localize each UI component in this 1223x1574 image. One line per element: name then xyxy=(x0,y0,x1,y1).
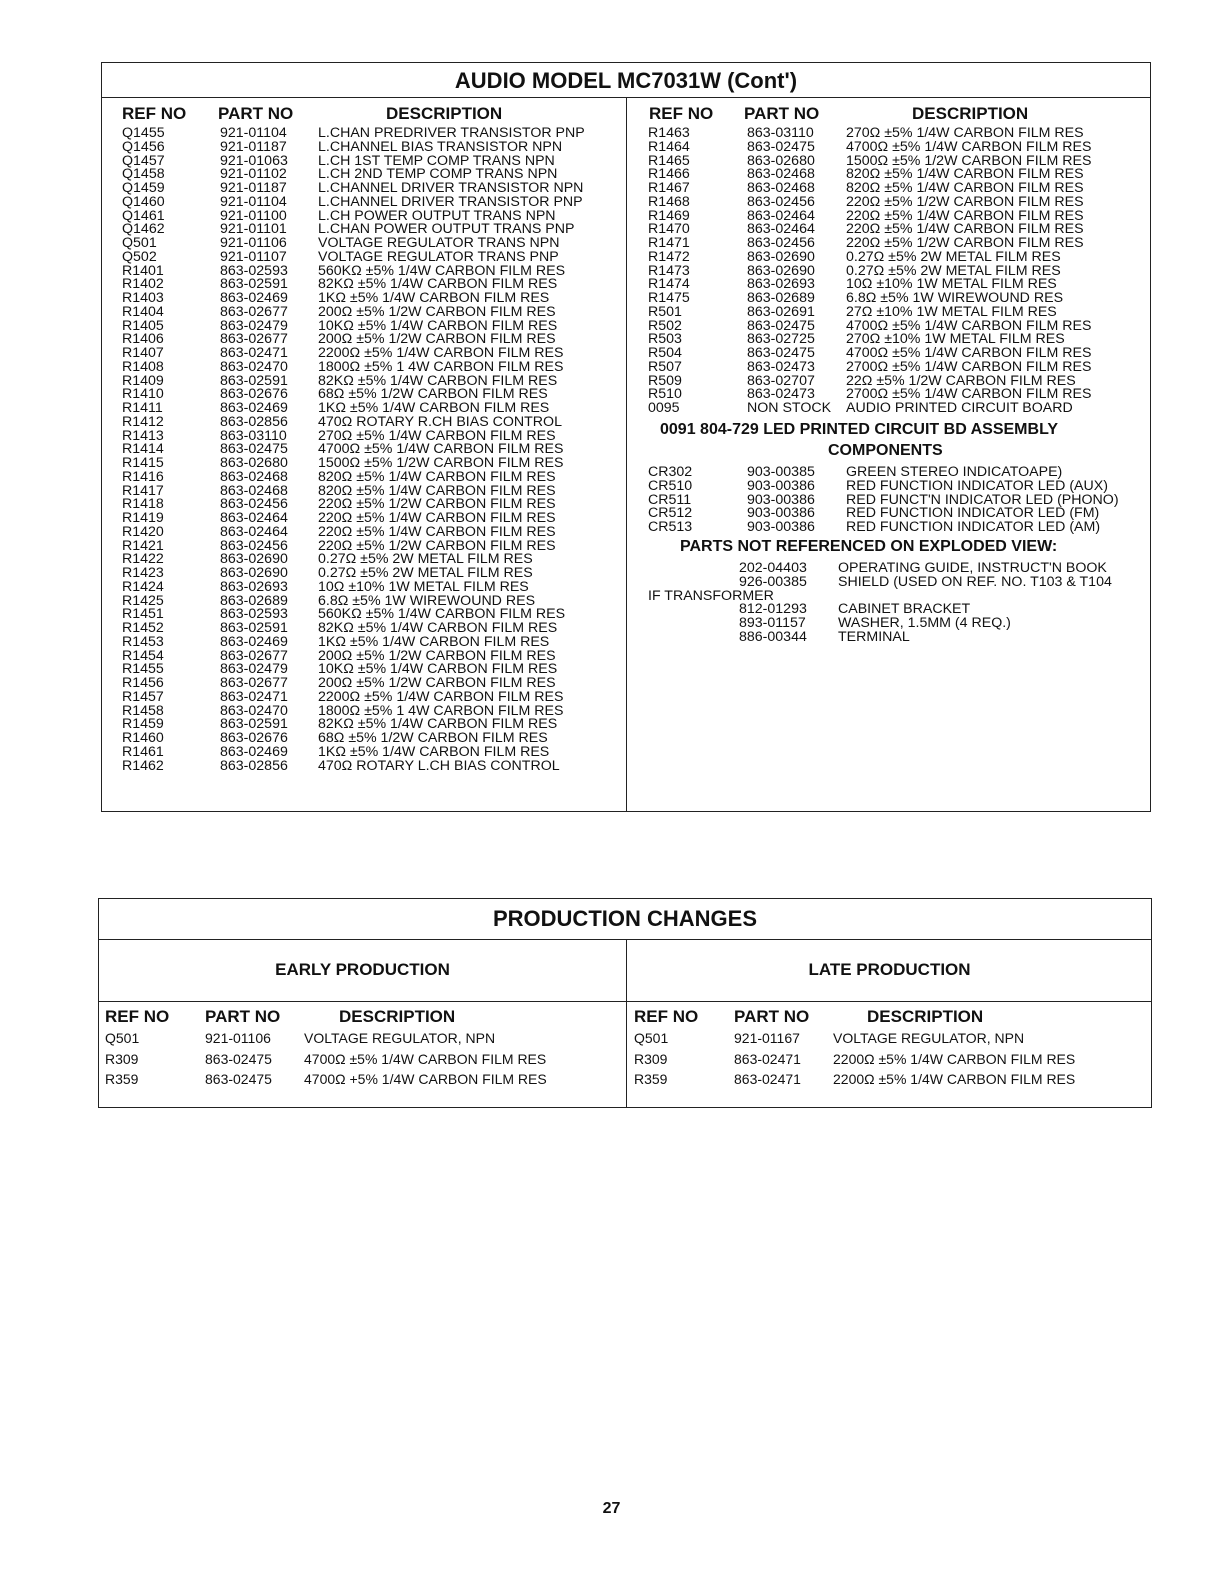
ref-no-cell: R309 xyxy=(634,1050,668,1067)
part-no-cell: 863-02591 xyxy=(220,620,288,636)
part-no-cell: 863-02479 xyxy=(220,317,288,334)
early-ref-header: REF NO xyxy=(105,1007,170,1026)
description-cell: L.CHANNEL DRIVER TRANSISTOR PNP xyxy=(318,193,583,210)
part-no-cell: 863-02691 xyxy=(747,303,815,320)
part-no-cell: 863-02690 xyxy=(747,248,815,265)
production-changes-title: PRODUCTION CHANGES xyxy=(99,899,1151,940)
description-cell: 10Ω ±10% 1W METAL FILM RES xyxy=(318,578,529,595)
description-cell: 0.27Ω ±5% 2W METAL FILM RES xyxy=(846,262,1061,279)
ref-no-cell: CR512 xyxy=(648,505,693,522)
ref-no-cell: R1422 xyxy=(122,551,164,568)
part-no-cell: 863-02693 xyxy=(747,276,815,293)
ref-no-cell: R1404 xyxy=(122,303,164,320)
description-cell: 0.27Ω ±5% 2W METAL FILM RES xyxy=(318,551,533,568)
early-part-header: PART NO xyxy=(205,1007,281,1026)
description-cell: L.CH POWER OUTPUT TRANS NPN xyxy=(318,207,556,224)
ref-no-cell: R1474 xyxy=(648,276,690,293)
part-no-cell: 863-02464 xyxy=(747,207,815,224)
part-no-cell: 921-01100 xyxy=(220,207,287,224)
description-cell: 220Ω ±5% 1/4W CARBON FILM RES xyxy=(846,221,1084,238)
parts-list-table xyxy=(101,62,1151,812)
ref-no-cell: R1454 xyxy=(122,647,164,664)
ref-no-cell: IF TRANSFORMER xyxy=(648,587,774,604)
ref-no-cell: R1466 xyxy=(648,166,690,183)
right-parts-rows xyxy=(648,127,1148,416)
ref-no-cell: R1455 xyxy=(122,661,164,678)
led-components-heading: COMPONENTS xyxy=(828,442,943,459)
part-no-cell: 863-02677 xyxy=(220,331,288,348)
description-cell: 2200Ω ±5% 1/4W CARBON FILM RES xyxy=(833,1071,1076,1087)
ref-no-cell: R1425 xyxy=(122,592,164,609)
ref-no-cell: R503 xyxy=(648,331,682,348)
ref-no-cell: R510 xyxy=(648,386,682,403)
description-cell: L.CHAN PREDRIVER TRANSISTOR PNP xyxy=(318,125,585,141)
not-referenced-rows xyxy=(648,562,1148,645)
description-cell: 220Ω ±5% 1/2W CARBON FILM RES xyxy=(318,537,556,554)
ref-no-cell: R501 xyxy=(648,303,682,320)
part-no-cell: 202-04403 xyxy=(739,560,807,576)
description-cell: SHIELD (USED ON REF. NO. T103 & T104 xyxy=(838,573,1112,590)
ref-no-cell: R1402 xyxy=(122,276,164,293)
left-parts-rows xyxy=(122,127,622,773)
late-production-heading: LATE PRODUCTION xyxy=(808,960,971,979)
part-no-cell: 863-02856 xyxy=(220,757,288,774)
ref-no-cell: R1419 xyxy=(122,510,164,526)
part-no-cell: 863-02593 xyxy=(220,262,288,279)
ref-no-cell: R1403 xyxy=(122,290,164,306)
part-no-cell: 863-02475 xyxy=(220,441,288,458)
part-no-cell: 863-02676 xyxy=(220,386,288,403)
part-no-cell: 863-02471 xyxy=(734,1071,801,1087)
ref-no-cell: Q502 xyxy=(122,248,157,265)
right-ref-header: REF NO xyxy=(649,104,714,123)
led-parts-rows xyxy=(648,466,1148,535)
late-part-header: PART NO xyxy=(734,1007,810,1026)
part-no-cell: 863-02689 xyxy=(747,290,815,306)
part-no-cell: 863-02689 xyxy=(220,592,288,609)
description-cell: 82KΩ ±5% 1/4W CARBON FILM RES xyxy=(318,716,558,733)
ref-no-cell: R1420 xyxy=(122,523,164,540)
part-no-cell: 863-02471 xyxy=(220,345,288,361)
ref-no-cell: R1457 xyxy=(122,688,164,705)
ref-no-cell: R1464 xyxy=(648,138,690,155)
ref-no-cell: R1461 xyxy=(122,743,164,760)
description-cell: 10KΩ ±5% 1/4W CARBON FILM RES xyxy=(318,661,558,678)
description-cell: 82KΩ ±5% 1/4W CARBON FILM RES xyxy=(318,620,558,636)
description-cell: 22Ω ±5% 1/2W CARBON FILM RES xyxy=(846,372,1076,389)
part-no-cell: 863-02469 xyxy=(220,743,288,760)
description-cell: 1KΩ ±5% 1/4W CARBON FILM RES xyxy=(318,743,550,760)
description-cell: OPERATING GUIDE, INSTRUCT'N BOOK xyxy=(838,560,1107,576)
description-cell: 560KΩ ±5% 1/4W CARBON FILM RES xyxy=(318,606,566,623)
description-cell: 1KΩ ±5% 1/4W CARBON FILM RES xyxy=(318,290,550,306)
description-cell: 1KΩ ±5% 1/4W CARBON FILM RES xyxy=(318,633,550,650)
description-cell: 2200Ω ±5% 1/4W CARBON FILM RES xyxy=(318,345,564,361)
description-cell: 200Ω ±5% 1/2W CARBON FILM RES xyxy=(318,675,556,691)
description-cell: 200Ω ±5% 1/2W CARBON FILM RES xyxy=(318,303,556,320)
part-no-cell: 863-02693 xyxy=(220,578,288,595)
description-cell: RED FUNCT'N INDICATOR LED (PHONO) xyxy=(846,491,1119,508)
description-cell: 68Ω ±5% 1/2W CARBON FILM RES xyxy=(318,386,548,403)
part-no-cell: 926-00385 xyxy=(739,573,807,590)
part-no-cell: 863-02475 xyxy=(747,345,815,361)
part-no-cell: 921-01104 xyxy=(220,193,287,210)
description-cell: TERMINAL xyxy=(838,628,910,645)
description-cell: 6.8Ω ±5% 1W WIREWOUND RES xyxy=(846,290,1064,306)
description-cell: L.CHAN POWER OUTPUT TRANS PNP xyxy=(318,221,575,238)
ref-no-cell: Q1456 xyxy=(122,138,165,155)
description-cell: VOLTAGE REGULATOR TRANS NPN xyxy=(318,235,560,251)
ref-no-cell: R1465 xyxy=(648,152,690,169)
part-no-cell: NON STOCK xyxy=(747,400,832,416)
description-cell: L.CH 2ND TEMP COMP TRANS NPN xyxy=(318,166,558,183)
description-cell: 220Ω ±5% 1/2W CARBON FILM RES xyxy=(846,235,1084,251)
description-cell: 1500Ω ±5% 1/2W CARBON FILM RES xyxy=(846,152,1092,169)
description-cell: 4700Ω ±5% 1/4W CARBON FILM RES xyxy=(304,1050,547,1067)
ref-no-cell: R1458 xyxy=(122,702,164,719)
ref-no-cell: CR302 xyxy=(648,464,693,480)
part-no-cell: 863-02468 xyxy=(220,468,288,485)
description-cell: 220Ω ±5% 1/2W CARBON FILM RES xyxy=(318,496,556,513)
ref-no-cell: Q1455 xyxy=(122,125,165,141)
ref-no-cell: R1475 xyxy=(648,290,690,306)
ref-no-cell: R1410 xyxy=(122,386,164,403)
part-no-cell: 863-02707 xyxy=(747,372,815,389)
table-row xyxy=(648,402,1148,416)
description-cell: 1KΩ ±5% 1/4W CARBON FILM RES xyxy=(318,400,550,416)
part-no-cell: 863-02471 xyxy=(220,688,288,705)
ref-no-cell: Q1457 xyxy=(122,152,165,169)
description-cell: VOLTAGE REGULATOR TRANS PNP xyxy=(318,248,559,265)
description-cell: 4700Ω ±5% 1/4W CARBON FILM RES xyxy=(846,345,1092,361)
part-no-cell: 921-01102 xyxy=(220,166,287,183)
part-no-cell: 863-02456 xyxy=(747,235,815,251)
part-no-cell: 893-01157 xyxy=(739,615,806,631)
ref-no-cell: Q1462 xyxy=(122,221,165,238)
ref-no-cell: 0095 xyxy=(648,400,680,416)
table-row xyxy=(648,521,1148,535)
ref-no-cell: R1423 xyxy=(122,565,164,581)
part-no-cell: 921-01063 xyxy=(220,152,288,169)
table-row xyxy=(122,757,622,774)
ref-no-cell: Q1458 xyxy=(122,166,165,183)
description-cell: 220Ω ±5% 1/4W CARBON FILM RES xyxy=(846,207,1084,224)
led-assembly-heading: 0091 804-729 LED PRINTED CIRCUIT BD ASSEMBLY xyxy=(660,421,1059,438)
page-number: 27 xyxy=(602,1500,621,1517)
part-no-cell: 903-00386 xyxy=(747,477,815,494)
description-cell: RED FUNCTION INDICATOR LED (AM) xyxy=(846,519,1101,535)
part-no-cell: 863-03110 xyxy=(747,125,814,141)
description-cell: 1800Ω ±5% 1 4W CARBON FILM RES xyxy=(318,358,564,375)
ref-no-cell: R1469 xyxy=(648,207,690,224)
description-cell: 1800Ω ±5% 1 4W CARBON FILM RES xyxy=(318,702,564,719)
ref-no-cell: R509 xyxy=(648,372,682,389)
ref-no-cell: R359 xyxy=(105,1071,139,1087)
part-no-cell: 863-02464 xyxy=(747,221,815,238)
ref-no-cell: R1453 xyxy=(122,633,164,650)
description-cell: 270Ω ±5% 1/4W CARBON FILM RES xyxy=(846,125,1084,141)
description-cell: L.CHANNEL DRIVER TRANSISTOR NPN xyxy=(318,180,584,196)
part-no-cell: 863-02475 xyxy=(747,317,815,334)
ref-no-cell: R1407 xyxy=(122,345,164,361)
description-cell: RED FUNCTION INDICATOR LED (AUX) xyxy=(846,477,1108,494)
left-desc-header: DESCRIPTION xyxy=(386,104,503,123)
description-cell: 220Ω ±5% 1/2W CARBON FILM RES xyxy=(846,193,1084,210)
part-no-cell: 921-01106 xyxy=(205,1030,271,1046)
ref-no-cell: R1467 xyxy=(648,180,690,196)
ref-no-cell: R1462 xyxy=(122,757,164,774)
description-cell: 270Ω ±10% 1W METAL FILM RES xyxy=(846,331,1065,348)
description-cell: VOLTAGE REGULATOR, NPN xyxy=(833,1030,1025,1046)
early-desc-header: DESCRIPTION xyxy=(339,1007,456,1026)
ref-no-cell: R1451 xyxy=(122,606,164,623)
late-desc-header: DESCRIPTION xyxy=(867,1007,984,1026)
description-cell: 560KΩ ±5% 1/4W CARBON FILM RES xyxy=(318,262,566,279)
description-cell: 10Ω ±10% 1W METAL FILM RES xyxy=(846,276,1057,293)
part-no-cell: 863-02456 xyxy=(747,193,815,210)
ref-no-cell: R1411 xyxy=(122,400,163,416)
part-no-cell: 863-02464 xyxy=(220,510,288,526)
ref-no-cell: Q1461 xyxy=(122,207,165,224)
ref-no-cell: R1424 xyxy=(122,578,164,595)
ref-no-cell: R1468 xyxy=(648,193,690,210)
description-cell: 82KΩ ±5% 1/4W CARBON FILM RES xyxy=(318,276,558,293)
part-no-cell: 863-02680 xyxy=(220,455,288,471)
description-cell: 820Ω ±5% 1/4W CARBON FILM RES xyxy=(846,180,1084,196)
ref-no-cell: R504 xyxy=(648,345,682,361)
description-cell: 200Ω ±5% 1/2W CARBON FILM RES xyxy=(318,647,556,664)
description-cell: 820Ω ±5% 1/4W CARBON FILM RES xyxy=(318,468,556,485)
part-no-cell: 863-02680 xyxy=(747,152,815,169)
part-no-cell: 863-02593 xyxy=(220,606,288,623)
part-no-cell: 863-02469 xyxy=(220,290,288,306)
left-part-header: PART NO xyxy=(218,104,294,123)
part-no-cell: 863-02475 xyxy=(205,1050,272,1067)
part-no-cell: 863-03110 xyxy=(220,427,287,444)
description-cell: 2200Ω ±5% 1/4W CARBON FILM RES xyxy=(318,688,564,705)
description-cell: 200Ω ±5% 1/2W CARBON FILM RES xyxy=(318,331,556,348)
part-no-cell: 863-02471 xyxy=(734,1050,801,1067)
description-cell: VOLTAGE REGULATOR, NPN xyxy=(304,1030,496,1046)
part-no-cell: 863-02676 xyxy=(220,730,288,746)
description-cell: 0.27Ω ±5% 2W METAL FILM RES xyxy=(318,565,533,581)
ref-no-cell: R1418 xyxy=(122,496,164,513)
part-no-cell: 921-01187 xyxy=(220,138,287,155)
part-no-cell: 863-02469 xyxy=(220,400,288,416)
part-no-cell: 863-02725 xyxy=(747,331,815,348)
part-no-cell: 863-02591 xyxy=(220,716,288,733)
part-no-cell: 863-02690 xyxy=(747,262,815,279)
ref-no-cell: R1470 xyxy=(648,221,690,238)
part-no-cell: 863-02677 xyxy=(220,303,288,320)
part-no-cell: 863-02690 xyxy=(220,551,288,568)
part-no-cell: 921-01101 xyxy=(220,221,287,238)
table-row xyxy=(648,628,1148,645)
ref-no-cell: Q501 xyxy=(105,1030,140,1046)
ref-no-cell: R1417 xyxy=(122,482,164,499)
part-no-cell: 863-02677 xyxy=(220,647,288,664)
ref-no-cell: R502 xyxy=(648,317,682,334)
description-cell: 2700Ω ±5% 1/4W CARBON FILM RES xyxy=(846,358,1092,375)
part-no-cell: 863-02479 xyxy=(220,661,288,678)
description-cell: 4700Ω ±5% 1/4W CARBON FILM RES xyxy=(846,317,1092,334)
description-cell: AUDIO PRINTED CIRCUIT BOARD xyxy=(846,400,1073,416)
description-cell: 82KΩ ±5% 1/4W CARBON FILM RES xyxy=(318,372,558,389)
ref-no-cell: R1413 xyxy=(122,427,164,444)
ref-no-cell: R1421 xyxy=(122,537,164,554)
ref-no-cell: CR511 xyxy=(648,491,692,508)
part-no-cell: 863-02475 xyxy=(205,1071,272,1087)
ref-no-cell: R1473 xyxy=(648,262,690,279)
part-no-cell: 921-01104 xyxy=(220,125,287,141)
ref-no-cell: R1459 xyxy=(122,716,164,733)
description-cell: 220Ω ±5% 1/4W CARBON FILM RES xyxy=(318,523,556,540)
ref-no-cell: Q1460 xyxy=(122,193,165,210)
part-no-cell: 863-02468 xyxy=(747,166,815,183)
part-no-cell: 903-00386 xyxy=(747,519,815,535)
ref-no-cell: R1408 xyxy=(122,358,164,375)
description-cell: 27Ω ±10% 1W METAL FILM RES xyxy=(846,303,1057,320)
part-no-cell: 863-02470 xyxy=(220,358,288,375)
ref-no-cell: R1460 xyxy=(122,730,164,746)
description-cell: RED FUNCTION INDICATOR LED (FM) xyxy=(846,505,1100,522)
part-no-cell: 863-02677 xyxy=(220,675,288,691)
ref-no-cell: R1406 xyxy=(122,331,164,348)
ref-no-cell: CR513 xyxy=(648,519,693,535)
description-cell: L.CHANNEL BIAS TRANSISTOR NPN xyxy=(318,138,563,155)
ref-no-cell: R1401 xyxy=(122,262,164,279)
description-cell: 470Ω ROTARY R.CH BIAS CONTROL xyxy=(318,413,562,430)
description-cell: 4700Ω ±5% 1/4W CARBON FILM RES xyxy=(318,441,564,458)
description-cell: 2700Ω ±5% 1/4W CARBON FILM RES xyxy=(846,386,1092,403)
ref-no-cell: Q501 xyxy=(634,1030,669,1046)
part-no-cell: 812-01293 xyxy=(739,601,807,618)
right-desc-header: DESCRIPTION xyxy=(912,104,1029,123)
part-no-cell: 921-01107 xyxy=(220,248,287,265)
description-cell: GREEN STEREO INDICATOAPE) xyxy=(846,464,1063,480)
column-divider xyxy=(626,97,627,811)
left-ref-header: REF NO xyxy=(122,104,187,123)
ref-no-cell: R1405 xyxy=(122,317,164,334)
description-cell: 820Ω ±5% 1/4W CARBON FILM RES xyxy=(846,166,1084,183)
ref-no-cell: Q1459 xyxy=(122,180,165,196)
part-no-cell: 863-02473 xyxy=(747,386,815,403)
part-no-cell: 921-01106 xyxy=(220,235,287,251)
description-cell: 4700Ω ±5% 1/4W CARBON FILM RES xyxy=(846,138,1092,155)
right-part-header: PART NO xyxy=(744,104,820,123)
description-cell: CABINET BRACKET xyxy=(838,601,971,618)
part-no-cell: 903-00386 xyxy=(747,491,815,508)
part-no-cell: 903-00386 xyxy=(747,505,815,522)
description-cell: 2200Ω ±5% 1/4W CARBON FILM RES xyxy=(833,1050,1076,1067)
part-no-cell: 863-02470 xyxy=(220,702,288,719)
description-cell: WASHER, 1.5MM (4 REQ.) xyxy=(838,615,1011,631)
late-ref-header: REF NO xyxy=(634,1007,699,1026)
description-cell: 6.8Ω ±5% 1W WIREWOUND RES xyxy=(318,592,536,609)
ref-no-cell: R1463 xyxy=(648,125,690,141)
part-no-cell: 863-02456 xyxy=(220,496,288,513)
part-no-cell: 863-02469 xyxy=(220,633,288,650)
ref-no-cell: CR510 xyxy=(648,477,693,494)
ref-no-cell: R359 xyxy=(634,1071,668,1087)
description-cell: 270Ω ±5% 1/4W CARBON FILM RES xyxy=(318,427,556,444)
ref-no-cell: R1471 xyxy=(648,235,690,251)
part-no-cell: 863-02468 xyxy=(747,180,815,196)
description-cell: 1500Ω ±5% 1/2W CARBON FILM RES xyxy=(318,455,564,471)
production-subheader-line xyxy=(99,1001,1151,1002)
description-cell: 220Ω ±5% 1/4W CARBON FILM RES xyxy=(318,510,556,526)
production-changes-table xyxy=(98,898,1152,1108)
not-referenced-heading: PARTS NOT REFERENCED ON EXPLODED VIEW: xyxy=(680,538,1058,555)
parts-list-title: AUDIO MODEL MC7031W (Cont') xyxy=(102,65,1150,98)
description-cell: 4700Ω +5% 1/4W CARBON FILM RES xyxy=(304,1071,547,1087)
part-no-cell: 863-02856 xyxy=(220,413,288,430)
description-cell: 820Ω ±5% 1/4W CARBON FILM RES xyxy=(318,482,556,499)
part-no-cell: 863-02591 xyxy=(220,276,288,293)
ref-no-cell: R1456 xyxy=(122,675,164,691)
part-no-cell: 921-01167 xyxy=(734,1030,800,1046)
part-no-cell: 921-01187 xyxy=(220,180,287,196)
description-cell: 68Ω ±5% 1/2W CARBON FILM RES xyxy=(318,730,548,746)
part-no-cell: 863-02468 xyxy=(220,482,288,499)
ref-no-cell: R1415 xyxy=(122,455,164,471)
ref-no-cell: R1409 xyxy=(122,372,164,389)
ref-no-cell: R507 xyxy=(648,358,682,375)
part-no-cell: 863-02473 xyxy=(747,358,815,375)
part-no-cell: 863-02456 xyxy=(220,537,288,554)
part-no-cell: 886-00344 xyxy=(739,628,807,645)
part-no-cell: 863-02690 xyxy=(220,565,288,581)
early-production-heading: EARLY PRODUCTION xyxy=(275,960,450,979)
description-cell: 470Ω ROTARY L.CH BIAS CONTROL xyxy=(318,757,560,774)
ref-no-cell: R309 xyxy=(105,1050,139,1067)
description-cell: L.CH 1ST TEMP COMP TRANS NPN xyxy=(318,152,555,169)
ref-no-cell: R1452 xyxy=(122,620,164,636)
description-cell: 0.27Ω ±5% 2W METAL FILM RES xyxy=(846,248,1061,265)
ref-no-cell: R1472 xyxy=(648,248,690,265)
part-no-cell: 903-00385 xyxy=(747,464,815,480)
ref-no-cell: R1416 xyxy=(122,468,164,485)
part-no-cell: 863-02464 xyxy=(220,523,288,540)
description-cell: 10KΩ ±5% 1/4W CARBON FILM RES xyxy=(318,317,558,334)
part-no-cell: 863-02475 xyxy=(747,138,815,155)
part-no-cell: 863-02591 xyxy=(220,372,288,389)
ref-no-cell: Q501 xyxy=(122,235,157,251)
ref-no-cell: R1414 xyxy=(122,441,164,458)
ref-no-cell: R1412 xyxy=(122,413,164,430)
